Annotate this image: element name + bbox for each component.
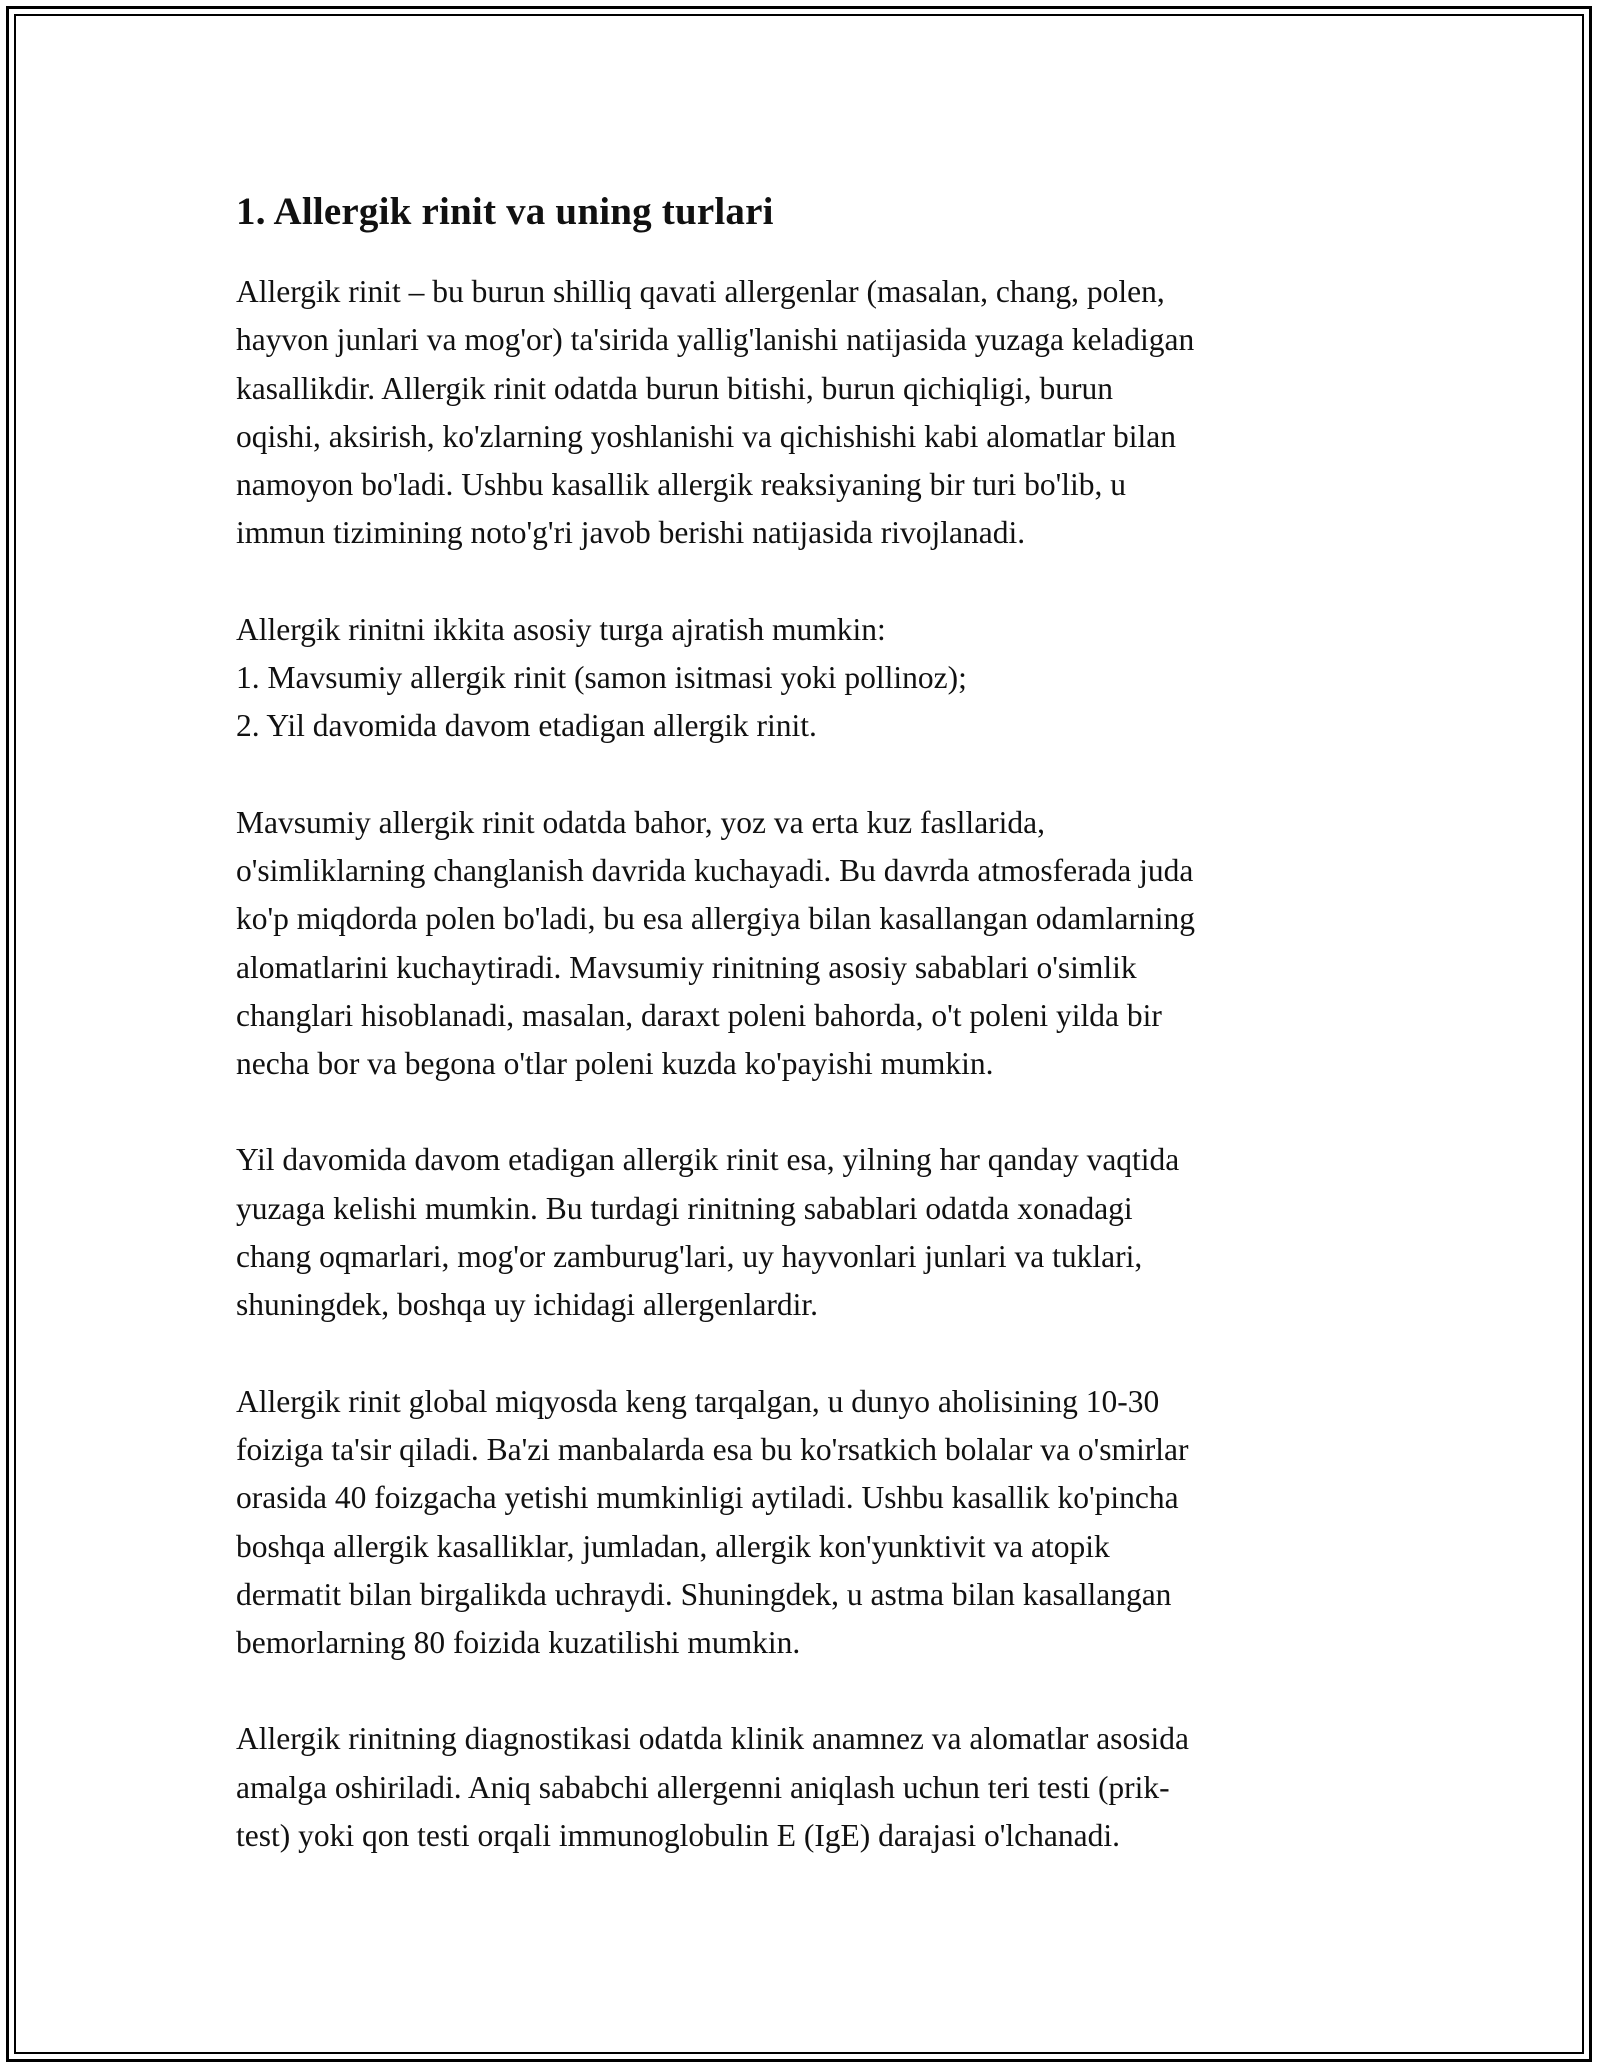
text-line: changlari hisoblanadi, masalan, daraxt poleni bahorda, o't poleni yilda bir [236, 997, 1162, 1033]
text-line: Allergik rinitni ikkita asosiy turga ajratish mumkin: [236, 611, 886, 647]
paragraph-seasonal [236, 799, 1376, 1089]
text-line: necha bor va begona o'tlar poleni kuzda ko'payishi mumkin. [236, 1046, 994, 1082]
text-line: chang oqmarlari, mog'or zamburug'lari, uy hayvonlari junlari va tuklari, [236, 1239, 1143, 1275]
text-line: boshqa allergik kasalliklar, jumladan, allergik kon'yunktivit va atopik [236, 1528, 1110, 1564]
text-line: orasida 40 foizgacha yetishi mumkinligi aytiladi. Ushbu kasallik ko'pincha [236, 1480, 1179, 1516]
text-line: bemorlarning 80 foizida kuzatilishi mumkin. [236, 1625, 801, 1661]
text-line: test) yoki qon testi orqali immunoglobulin E (IgE) darajasi o'lchanadi. [236, 1818, 1120, 1854]
paragraph-definition [236, 268, 1376, 558]
paragraph-prevalence [236, 1378, 1376, 1668]
text-line: kasallikdir. Allergik rinit odatda burun bitishi, burun qichiqligi, burun [236, 370, 1113, 406]
text-line: Mavsumiy allergik rinit odatda bahor, yoz va erta kuz fasllarida, [236, 804, 1046, 840]
text-line: shuningdek, boshqa uy ichidagi allergenlardir. [236, 1287, 819, 1323]
text-line: Yil davomida davom etadigan allergik rinit esa, yilning har qanday vaqtida [236, 1142, 1180, 1178]
text-line: ko'p miqdorda polen bo'ladi, bu esa allergiya bilan kasallangan odamlarning [236, 901, 1196, 937]
paragraph-types-list [236, 606, 1376, 751]
text-line: o'simliklarning changlanish davrida kuchayadi. Bu davrda atmosferada juda [236, 852, 1194, 888]
text-line: hayvon junlari va mog'or) ta'sirida yallig'lanishi natijasida yuzaga keladigan [236, 322, 1195, 358]
text-line: amalga oshiriladi. Aniq sababchi allergenni aniqlash uchun teri testi (prik- [236, 1769, 1170, 1805]
text-line: foiziga ta'sir qiladi. Ba'zi manbalarda esa bu ko'rsatkich bolalar va o'smirlar [236, 1431, 1189, 1467]
paragraph-perennial [236, 1136, 1376, 1329]
document-body [236, 186, 1376, 1908]
text-line: Allergik rinit – bu burun shilliq qavati allergenlar (masalan, chang, polen, [236, 274, 1165, 309]
text-line: dermatit bilan birgalikda uchraydi. Shuningdek, u astma bilan kasallangan [236, 1576, 1172, 1612]
list-item: 1. Mavsumiy allergik rinit (samon isitmasi yoki pollinoz); [236, 660, 967, 696]
list-item: 2. Yil davomida davom etadigan allergik rinit. [236, 708, 817, 744]
text-line: alomatlarini kuchaytiradi. Mavsumiy rinitning asosiy sabablari o'simlik [236, 949, 1137, 985]
text-line: immun tizimining noto'g'ri javob berishi natijasida rivojlanadi. [236, 515, 1026, 551]
section-heading: 1. Allergik rinit va uning turlari [236, 190, 774, 233]
text-line: oqishi, aksirish, ko'zlarning yoshlanishi va qichishishi kabi alomatlar bilan [236, 418, 1177, 454]
paragraph-diagnostics [236, 1715, 1376, 1860]
text-line: Allergik rinit global miqyosda keng tarqalgan, u dunyo aholisining 10-30 [236, 1383, 1160, 1419]
text-line: namoyon bo'ladi. Ushbu kasallik allergik reaksiyaning bir turi bo'lib, u [236, 467, 1126, 503]
text-line: yuzaga kelishi mumkin. Bu turdagi rinitning sabablari odatda xonadagi [236, 1190, 1133, 1226]
text-line: Allergik rinitning diagnostikasi odatda klinik anamnez va alomatlar asosida [236, 1721, 1189, 1757]
